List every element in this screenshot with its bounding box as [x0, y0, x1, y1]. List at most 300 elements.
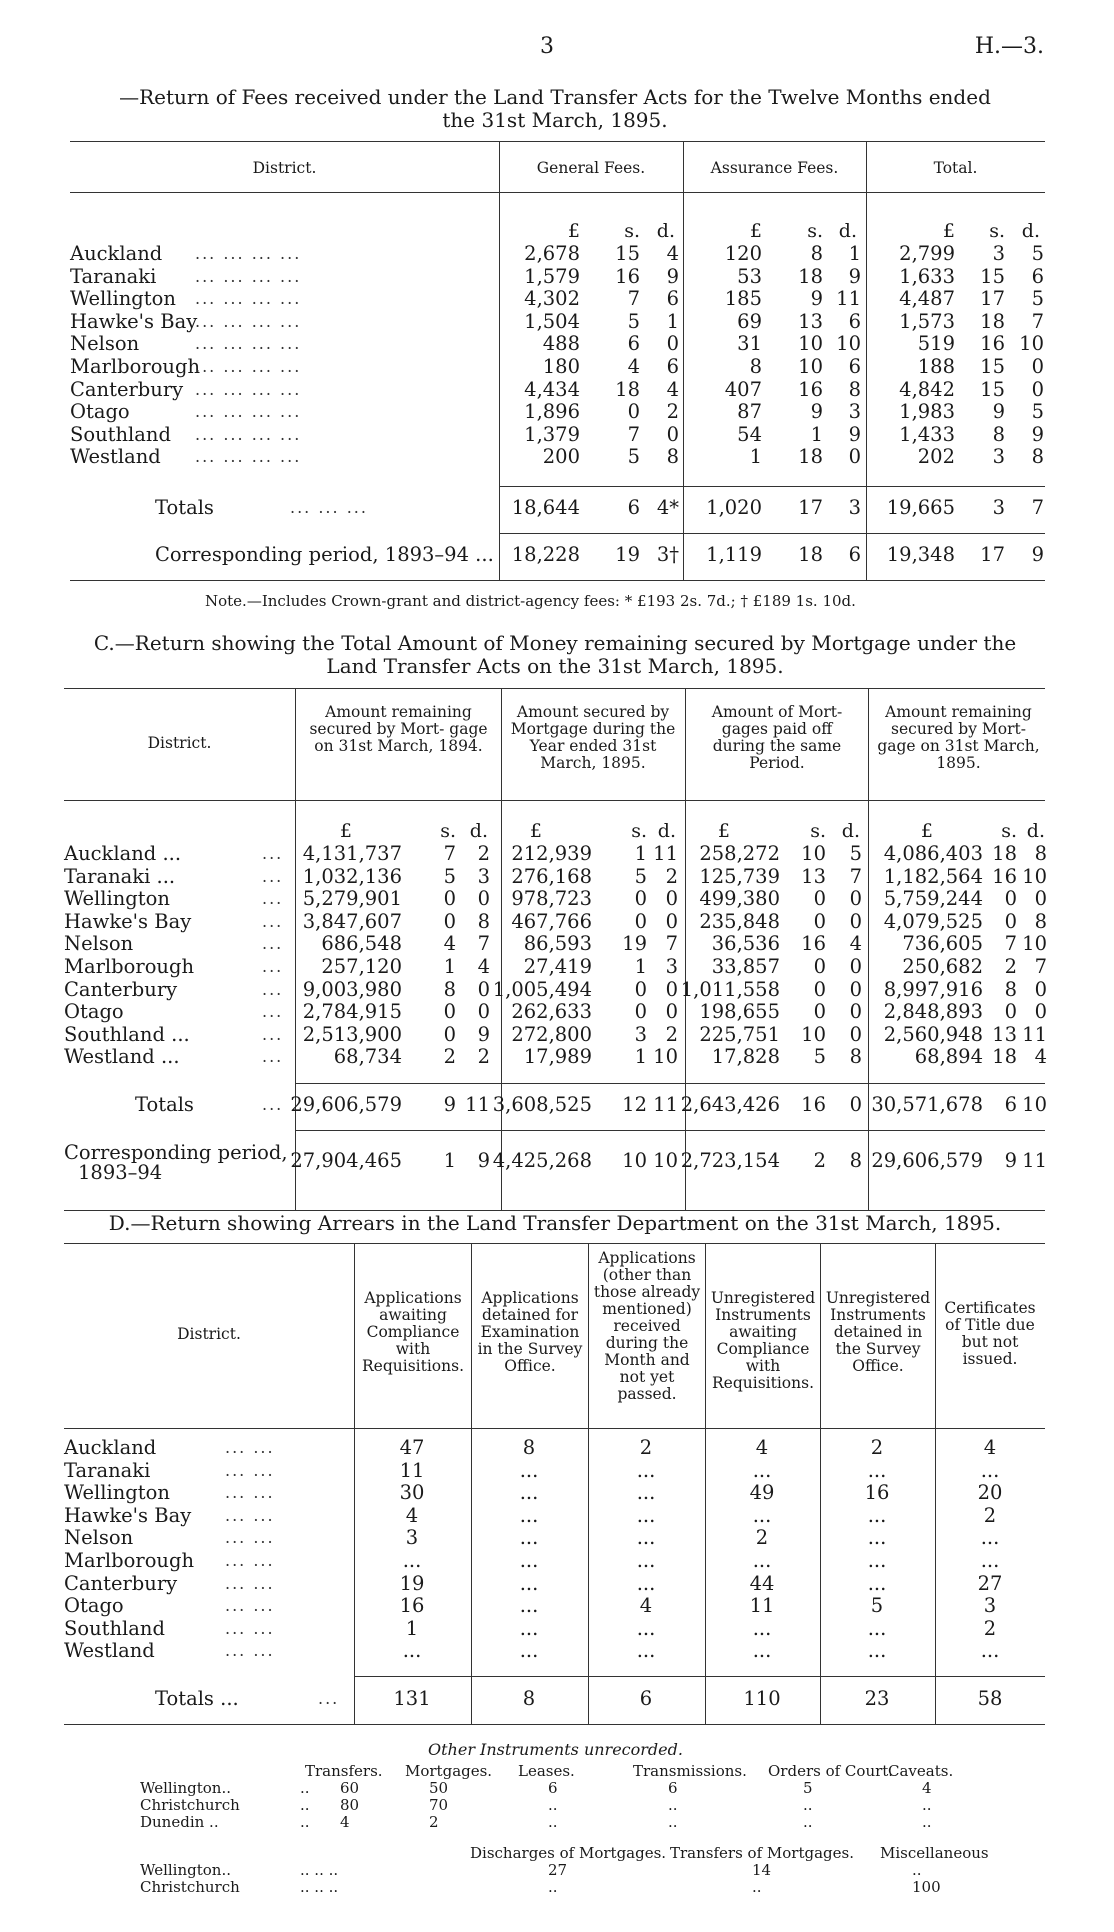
other-value: ..: [803, 1813, 813, 1831]
district-name: Taranaki: [64, 1458, 151, 1482]
value-pounds: 4,086,403: [883, 842, 983, 865]
value-shillings: 8: [443, 977, 456, 1001]
other-value: ..: [668, 1796, 678, 1814]
value-pounds: 125,739: [699, 864, 780, 888]
empty-marker: ...: [402, 1639, 422, 1663]
leader-dots: ... ...: [225, 1460, 275, 1480]
value-pence: 8: [1034, 842, 1047, 865]
empty-marker: ...: [867, 1503, 887, 1527]
table-row: [0, 266, 1114, 288]
table-row: [0, 1595, 1114, 1617]
value-shillings: 15: [615, 242, 640, 265]
district-name: Canterbury: [64, 1571, 178, 1595]
value-pence: 0: [477, 977, 490, 1001]
value-pounds: 4,487: [899, 287, 955, 311]
unit-pound: £: [920, 820, 933, 842]
empty-marker: ...: [636, 1481, 656, 1505]
value-pounds: 27,904,465: [290, 1149, 402, 1172]
value-pence: 11: [653, 1093, 678, 1116]
unit-pound: £: [567, 220, 580, 242]
unit-pence: d.: [1026, 820, 1045, 842]
value-pence: 10: [836, 332, 861, 356]
leader-dots: ... ...: [225, 1641, 275, 1661]
col-header-d-detained-exam: Applications detained for Examination in the Survey Office.: [477, 1289, 583, 1375]
value-shillings: 7: [627, 422, 640, 446]
value-pence: 11: [465, 1093, 490, 1116]
count-value: 1: [405, 1616, 419, 1640]
other-value: 2: [429, 1813, 439, 1831]
count-value: 58: [977, 1687, 1003, 1710]
empty-marker: ...: [980, 1549, 1000, 1572]
value-pounds: 54: [737, 422, 762, 446]
value-shillings: 3: [992, 496, 1005, 519]
district-name: Nelson: [64, 1526, 134, 1550]
count-value: 2: [755, 1526, 769, 1550]
place-name: Christchurch: [140, 1878, 240, 1896]
value-pounds: 2,784,915: [302, 1000, 402, 1024]
table-row: [0, 866, 1114, 888]
value-pounds: 467,766: [511, 909, 592, 933]
place-name: Wellington..: [140, 1861, 231, 1879]
leader-dots: ... ... ... ...: [195, 266, 302, 286]
value-shillings: 0: [634, 909, 647, 933]
leader-dots: ...: [262, 934, 284, 954]
value-pounds: 2,643,426: [680, 1093, 780, 1116]
leader-dots: ... ... ... ...: [195, 424, 302, 444]
value-pounds: 3,608,525: [492, 1093, 592, 1116]
value-pence: 9: [477, 1149, 490, 1172]
other-value: ..: [922, 1813, 932, 1831]
value-shillings: 5: [634, 864, 647, 888]
empty-marker: ...: [519, 1594, 539, 1618]
district-name: Otago: [64, 1594, 124, 1618]
count-value: 6: [639, 1687, 653, 1710]
value-shillings: 18: [798, 543, 823, 566]
table-row: [0, 1550, 1114, 1572]
empty-marker: ...: [636, 1549, 656, 1572]
other-col-header-2: Transfers of Mortgages.: [670, 1844, 854, 1862]
value-pounds: 17,989: [523, 1045, 592, 1069]
leader-dots: ...: [262, 957, 284, 976]
value-shillings: 7: [627, 287, 640, 311]
leader-dots: ...: [262, 1047, 284, 1067]
value-pence: 8: [477, 909, 490, 933]
value-pounds: 257,120: [321, 955, 402, 978]
leader-dots: ...: [318, 1689, 340, 1708]
value-shillings: 13: [798, 309, 823, 333]
empty-marker: ...: [752, 1549, 772, 1572]
table-b-note: Note.—Includes Crown-grant and district-agency fees: * £193 2s. 7d.; † £189 1s. 10d.: [205, 592, 856, 610]
value-pence: 4: [666, 242, 679, 265]
value-shillings: 0: [634, 887, 647, 911]
value-pence: 0: [666, 422, 679, 446]
value-pence: 5: [1031, 400, 1044, 424]
value-shillings: 16: [615, 264, 640, 288]
unit-pound: £: [529, 820, 542, 842]
value-pounds: 1,005,494: [492, 977, 592, 1001]
value-shillings: 3: [634, 1022, 647, 1046]
value-pence: 0: [1034, 887, 1047, 911]
district-name: Nelson: [64, 932, 134, 956]
empty-marker: ...: [867, 1571, 887, 1595]
value-pence: 2: [665, 864, 678, 888]
value-pence: 11: [1022, 1022, 1047, 1046]
other-col-header: Transfers.: [305, 1762, 383, 1780]
other-row: [0, 1779, 1114, 1797]
table-row: [0, 1618, 1114, 1640]
value-pounds: 2,678: [524, 242, 580, 265]
value-pounds: 488: [542, 332, 580, 356]
table-row: [0, 888, 1114, 910]
table-row: [0, 356, 1114, 378]
count-value: 8: [522, 1436, 536, 1459]
value-pounds: 86,593: [523, 932, 592, 956]
value-shillings: 2: [813, 1149, 826, 1172]
table-row: [0, 1640, 1114, 1662]
value-shillings: 17: [980, 287, 1005, 311]
count-value: 30: [399, 1481, 425, 1505]
value-pounds: 185: [724, 287, 762, 311]
value-shillings: 5: [813, 1045, 826, 1069]
value-pounds: 29,606,579: [290, 1093, 402, 1116]
value-pence: 6: [848, 309, 861, 333]
leader-dots: ... ... ... ...: [195, 402, 302, 422]
value-shillings: 10: [798, 332, 823, 356]
value-pounds: 519: [917, 332, 955, 356]
leader-dots: ... ...: [225, 1618, 275, 1638]
value-pounds: 4,842: [899, 377, 955, 401]
value-shillings: 9: [1004, 1149, 1017, 1172]
other-value: ..: [548, 1813, 558, 1831]
other-value: 6: [668, 1779, 678, 1797]
value-shillings: 16: [801, 1093, 826, 1116]
empty-marker: ...: [636, 1503, 656, 1527]
table-row: [0, 379, 1114, 401]
value-pounds: 68,894: [914, 1045, 983, 1069]
value-pounds: 2,723,154: [680, 1149, 780, 1172]
col-header-d-unregistered-detained: Unregistered Instruments detained in the Survey Office.: [825, 1289, 931, 1375]
value-pounds: 4,425,268: [492, 1149, 592, 1172]
value-pounds: 686,548: [321, 932, 402, 956]
value-pence: 9: [848, 264, 861, 288]
count-value: 20: [977, 1481, 1003, 1505]
value-shillings: 18: [798, 445, 823, 469]
leader-dots: ...: [262, 889, 284, 909]
value-pence: 10: [653, 1045, 678, 1069]
value-pence: 0: [849, 1093, 862, 1116]
leader-dots: ...: [262, 844, 284, 863]
value-pounds: 198,655: [699, 1000, 780, 1024]
value-pounds: 18,644: [511, 496, 580, 519]
value-shillings: 6: [1004, 1093, 1017, 1116]
empty-marker: ...: [636, 1639, 656, 1663]
unit-pence: d.: [656, 220, 675, 242]
other-value: 5: [803, 1779, 813, 1797]
value-shillings: 6: [627, 332, 640, 356]
value-pounds: 2,560,948: [883, 1022, 983, 1046]
empty-marker: ...: [980, 1526, 1000, 1550]
table-c-title: C.—Return showing the Total Amount of Money remaining secured by Mortgage under the Land Transfer Acts on the 31st March, 1895.: [93, 631, 1017, 678]
leader-dots: ...: [262, 866, 284, 886]
value-shillings: 8: [1004, 977, 1017, 1001]
table-row: [0, 1505, 1114, 1527]
other-value: ..: [548, 1878, 558, 1896]
value-shillings: 16: [992, 864, 1017, 888]
leader-dots: ... ...: [225, 1505, 275, 1525]
count-value: 19: [399, 1571, 425, 1595]
value-shillings: 13: [992, 1022, 1017, 1046]
col-header-c-remaining-1895: Amount remaining secured by Mort- gage on 31st March, 1895.: [877, 703, 1040, 772]
value-pounds: 5,279,901: [302, 887, 402, 911]
other-value: 100: [912, 1878, 941, 1896]
count-value: 5: [870, 1594, 884, 1618]
value-pence: 4*: [656, 496, 679, 519]
other-col-header: Orders of Court.: [768, 1762, 894, 1780]
corresponding-label: Corresponding period, 1893–94 ...: [155, 543, 494, 566]
table-row: [0, 243, 1114, 265]
col-header-c-district: District.: [147, 734, 212, 752]
leader-dots: ...: [262, 911, 284, 931]
document-code: H.—3.: [974, 34, 1044, 59]
district-name: Westland: [64, 1639, 155, 1663]
value-pence: 9: [477, 1022, 490, 1046]
leader-dots: ..: [300, 1813, 310, 1831]
other-value: ..: [548, 1796, 558, 1814]
value-shillings: 5: [443, 864, 456, 888]
value-shillings: 10: [801, 842, 826, 865]
unit-shilling: s.: [631, 820, 647, 842]
value-pounds: 4,131,737: [302, 842, 402, 865]
unit-shilling: s.: [624, 220, 640, 242]
value-shillings: 0: [443, 1000, 456, 1024]
value-pounds: 19,348: [886, 543, 955, 566]
value-pence: 6: [666, 287, 679, 311]
value-pence: 3: [477, 864, 490, 888]
count-value: 11: [749, 1594, 775, 1618]
value-shillings: 10: [801, 1022, 826, 1046]
empty-marker: ...: [636, 1571, 656, 1595]
unit-shilling: s.: [989, 220, 1005, 242]
value-shillings: 18: [798, 264, 823, 288]
value-shillings: 1: [810, 422, 823, 446]
leader-dots: ... ...: [225, 1551, 275, 1570]
leader-dots: .. .. ..: [300, 1878, 339, 1896]
value-pence: 0: [1031, 377, 1044, 401]
value-shillings: 0: [813, 909, 826, 933]
district-name: Westland ...: [64, 1045, 180, 1069]
value-pence: 0: [849, 1022, 862, 1046]
district-name: Auckland: [70, 242, 163, 265]
value-shillings: 6: [627, 496, 640, 519]
value-pounds: 29,606,579: [871, 1149, 983, 1172]
leader-dots: ..: [300, 1796, 310, 1814]
value-pence: 8: [666, 445, 679, 469]
value-pence: 0: [849, 955, 862, 978]
other-value: 6: [548, 1779, 558, 1797]
value-pounds: 2,799: [899, 242, 955, 265]
value-pounds: 235,848: [699, 909, 780, 933]
col-header-c-secured-year: Amount secured by Mortgage during the Year ended 31st March, 1895.: [510, 703, 676, 772]
value-pence: 1: [666, 309, 679, 333]
district-name: Southland: [64, 1616, 165, 1640]
value-pence: 6: [666, 355, 679, 378]
leader-dots: ... ...: [225, 1528, 275, 1548]
value-pounds: 31: [737, 332, 762, 356]
count-value: 4: [405, 1503, 419, 1527]
value-shillings: 8: [992, 422, 1005, 446]
district-name: Westland: [70, 445, 161, 469]
table-row: [0, 1482, 1114, 1504]
value-pence: 9: [1031, 422, 1044, 446]
value-pence: 3: [665, 955, 678, 978]
table-row: [0, 1460, 1114, 1482]
value-pounds: 276,168: [511, 864, 592, 888]
value-shillings: 1: [634, 842, 647, 865]
unit-shilling: s.: [440, 820, 456, 842]
empty-marker: ...: [980, 1458, 1000, 1482]
value-pence: 11: [1022, 1149, 1047, 1172]
count-value: 3: [983, 1594, 997, 1618]
value-pence: 4: [849, 932, 862, 956]
value-shillings: 2: [443, 1045, 456, 1069]
value-shillings: 0: [1004, 909, 1017, 933]
unit-pence: d.: [469, 820, 488, 842]
other-col-header: Caveats.: [888, 1762, 954, 1780]
leader-dots: ..: [300, 1779, 310, 1797]
value-shillings: 0: [1004, 887, 1017, 911]
table-d-title: D.—Return showing Arrears in the Land Transfer Department on the 31st March, 1895.: [108, 1211, 1002, 1235]
value-shillings: 16: [798, 377, 823, 401]
value-pence: 0: [849, 1000, 862, 1024]
col-header-total: Total.: [933, 159, 978, 177]
value-pence: 7: [665, 932, 678, 956]
table-row: [0, 497, 1114, 519]
leader-dots: ... ... ... ...: [195, 311, 302, 331]
empty-marker: ...: [519, 1616, 539, 1640]
value-shillings: 0: [443, 909, 456, 933]
leader-dots: ... ... ... ...: [195, 379, 302, 399]
count-value: 2: [983, 1503, 997, 1527]
empty-marker: ...: [752, 1616, 772, 1640]
col-header-c-paid-off: Amount of Mort- gages paid off during the same Period.: [711, 703, 843, 772]
district-name: Auckland ...: [64, 842, 182, 865]
value-pence: 5: [1031, 287, 1044, 311]
district-name: Marlborough: [64, 1549, 195, 1572]
value-pence: 6: [1031, 264, 1044, 288]
corresponding-row: [0, 1141, 1114, 1194]
district-name: Hawke's Bay: [64, 1503, 192, 1527]
value-pence: 9: [666, 264, 679, 288]
count-value: 8: [522, 1687, 536, 1710]
leader-dots: ... ...: [225, 1438, 275, 1457]
page-number: 3: [540, 34, 554, 59]
value-shillings: 1: [634, 955, 647, 978]
other-col-header: Mortgages.: [405, 1762, 493, 1780]
value-pence: 8: [849, 1045, 862, 1069]
value-shillings: 0: [634, 1000, 647, 1024]
empty-marker: ...: [519, 1458, 539, 1482]
empty-marker: ...: [867, 1549, 887, 1572]
count-value: 131: [393, 1687, 431, 1710]
count-value: 16: [399, 1594, 425, 1618]
other-row: [0, 1861, 1114, 1879]
value-pounds: 978,723: [511, 887, 592, 911]
value-pence: 3: [848, 400, 861, 424]
empty-marker: ...: [519, 1526, 539, 1550]
district-name: Wellington: [70, 287, 176, 311]
empty-marker: ...: [402, 1549, 422, 1572]
value-pence: 4: [1034, 1045, 1047, 1069]
value-pence: 3†: [656, 543, 679, 566]
district-name: Canterbury: [70, 377, 184, 401]
value-pounds: 1,983: [899, 400, 955, 424]
value-pounds: 212,939: [511, 842, 592, 865]
value-pence: 10: [653, 1149, 678, 1172]
value-shillings: 16: [801, 932, 826, 956]
value-shillings: 10: [622, 1149, 647, 1172]
value-pence: 2: [477, 1045, 490, 1069]
value-pence: 7: [1031, 496, 1044, 519]
table-b-title: —Return of Fees received under the Land Transfer Acts for the Twelve Months ended the 31st March, 1895.: [119, 85, 991, 132]
count-value: 4: [983, 1436, 997, 1459]
district-name: Auckland: [64, 1436, 157, 1459]
value-pounds: 5,759,244: [883, 887, 983, 911]
value-pounds: 4,434: [524, 377, 580, 401]
empty-marker: ...: [980, 1639, 1000, 1663]
district-name: Marlborough: [64, 955, 195, 978]
value-pence: 8: [848, 377, 861, 401]
value-shillings: 0: [813, 887, 826, 911]
empty-marker: ...: [752, 1458, 772, 1482]
leader-dots: .. .. ..: [300, 1861, 339, 1879]
other-value: ..: [922, 1796, 932, 1814]
value-pounds: 1,433: [899, 422, 955, 446]
value-shillings: 5: [627, 309, 640, 333]
value-pounds: 1,020: [706, 496, 762, 519]
other-value: ..: [912, 1861, 922, 1879]
value-shillings: 15: [980, 377, 1005, 401]
totals-row: [0, 1094, 1114, 1116]
unit-pence: d.: [841, 820, 860, 842]
value-pence: 0: [665, 909, 678, 933]
table-row: [0, 401, 1114, 423]
value-pence: 7: [849, 864, 862, 888]
count-value: 2: [870, 1436, 884, 1459]
value-shillings: 9: [810, 287, 823, 311]
value-shillings: 13: [801, 864, 826, 888]
value-pence: 2: [666, 400, 679, 424]
empty-marker: ...: [636, 1616, 656, 1640]
value-pounds: 1,633: [899, 264, 955, 288]
district-name: Hawke's Bay: [70, 309, 198, 333]
value-shillings: 8: [810, 242, 823, 265]
place-name: Christchurch: [140, 1796, 240, 1814]
value-pence: 10: [1019, 332, 1044, 356]
district-name: Nelson: [70, 332, 140, 356]
table-row: [0, 956, 1114, 978]
value-shillings: 7: [1004, 932, 1017, 956]
value-pounds: 250,682: [902, 955, 983, 978]
col-header-district: District.: [252, 159, 317, 177]
table-row: [0, 333, 1114, 355]
other-col-header-2: Miscellaneous: [880, 1844, 989, 1862]
value-pounds: 202: [917, 445, 955, 469]
value-pounds: 262,633: [511, 1000, 592, 1024]
value-shillings: 12: [622, 1093, 647, 1116]
empty-marker: ...: [867, 1639, 887, 1663]
table-row: [0, 311, 1114, 333]
value-pounds: 499,380: [699, 887, 780, 911]
